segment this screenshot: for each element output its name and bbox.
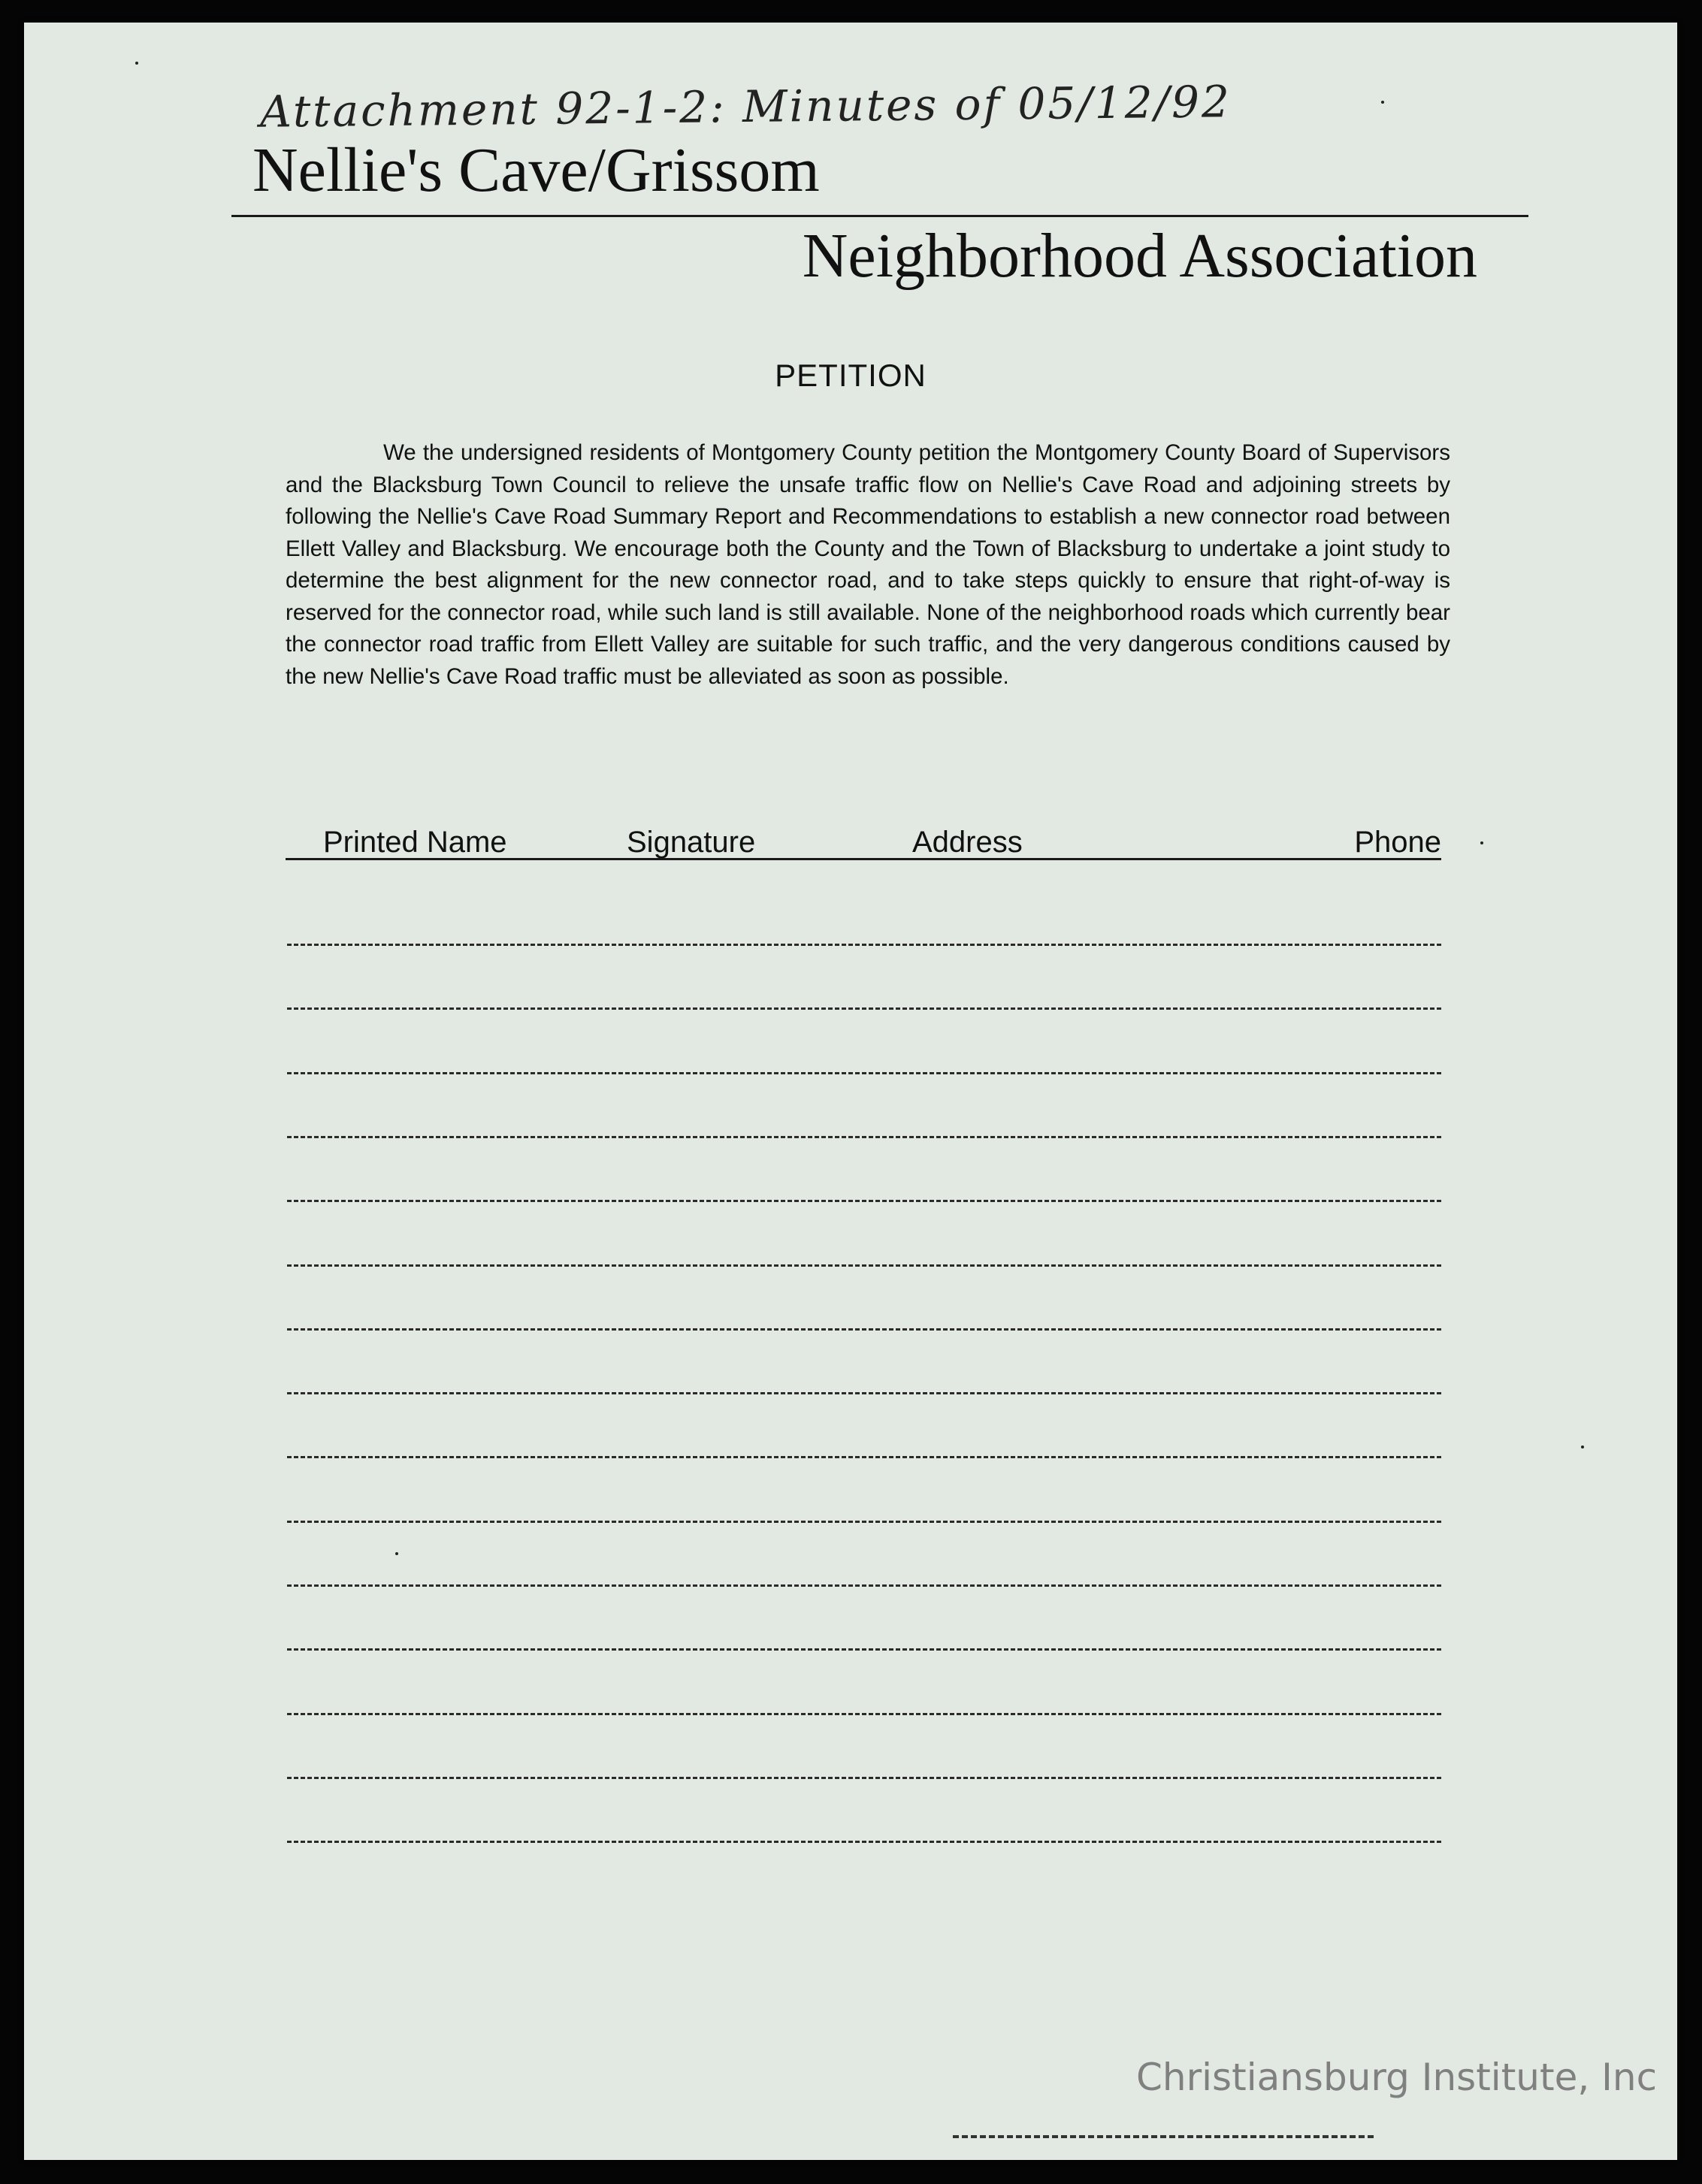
column-printed-name: Printed Name xyxy=(323,826,507,859)
watermark: Christiansburg Institute, Inc xyxy=(1136,2056,1658,2099)
paper-speck xyxy=(1581,1445,1584,1448)
signature-line xyxy=(287,1328,1441,1331)
signature-table-header xyxy=(286,819,1441,860)
column-address: Address xyxy=(912,826,1023,859)
signature-line xyxy=(287,1136,1441,1138)
signature-line xyxy=(287,1648,1441,1651)
signature-line xyxy=(287,1072,1441,1074)
signature-line xyxy=(287,1713,1441,1715)
paper-speck xyxy=(395,1552,398,1555)
signature-line xyxy=(287,1584,1441,1587)
organization-name-line1: Nellie's Cave/Grissom xyxy=(252,135,820,205)
signature-line xyxy=(287,944,1441,946)
paper-speck xyxy=(1480,841,1483,844)
petition-text: We the undersigned residents of Montgomery County petition the Montgomery County Board of Supervisors and the Blacksburg Town Council to relieve the unsafe traffic flow on Nellie's Cave Road and adjoining streets by following the Nellie's Cave Road Summary Report and Recommendations to establish a new connector road between Ellett Valley and Blacksburg. We encourage both the County and the Town of Blacksburg to undertake a joint study to determine the best alignment for the new connector road, and to take steps quickly to ensure that right-of-way is reserved for the connector road, while such land is still available. None of the neighborhood roads which currently bear the connector road traffic from Ellett Valley are suitable for such traffic, and the very dangerous conditions caused by the new Nellie's Cave Road traffic must be alleviated as soon as possible. xyxy=(286,440,1450,689)
signature-line xyxy=(287,1841,1441,1843)
signature-line xyxy=(287,1007,1441,1010)
header-divider xyxy=(231,215,1528,217)
handwritten-annotation: Attachment 92-1-2: Minutes of 05/12/92 xyxy=(259,76,1232,137)
signature-line xyxy=(287,1392,1441,1394)
signature-line xyxy=(287,1200,1441,1202)
bottom-edge-marks xyxy=(953,2135,1374,2143)
column-signature: Signature xyxy=(627,826,756,859)
signature-line xyxy=(287,1264,1441,1267)
paper-speck xyxy=(135,62,138,65)
signature-line xyxy=(287,1456,1441,1458)
signature-line xyxy=(287,1521,1441,1523)
petition-page xyxy=(24,23,1677,2160)
organization-name-line2: Neighborhood Association xyxy=(802,221,1477,291)
signature-line xyxy=(287,1777,1441,1779)
paper-speck xyxy=(1381,101,1384,104)
column-phone: Phone xyxy=(1354,826,1441,859)
petition-title: PETITION xyxy=(775,358,927,393)
